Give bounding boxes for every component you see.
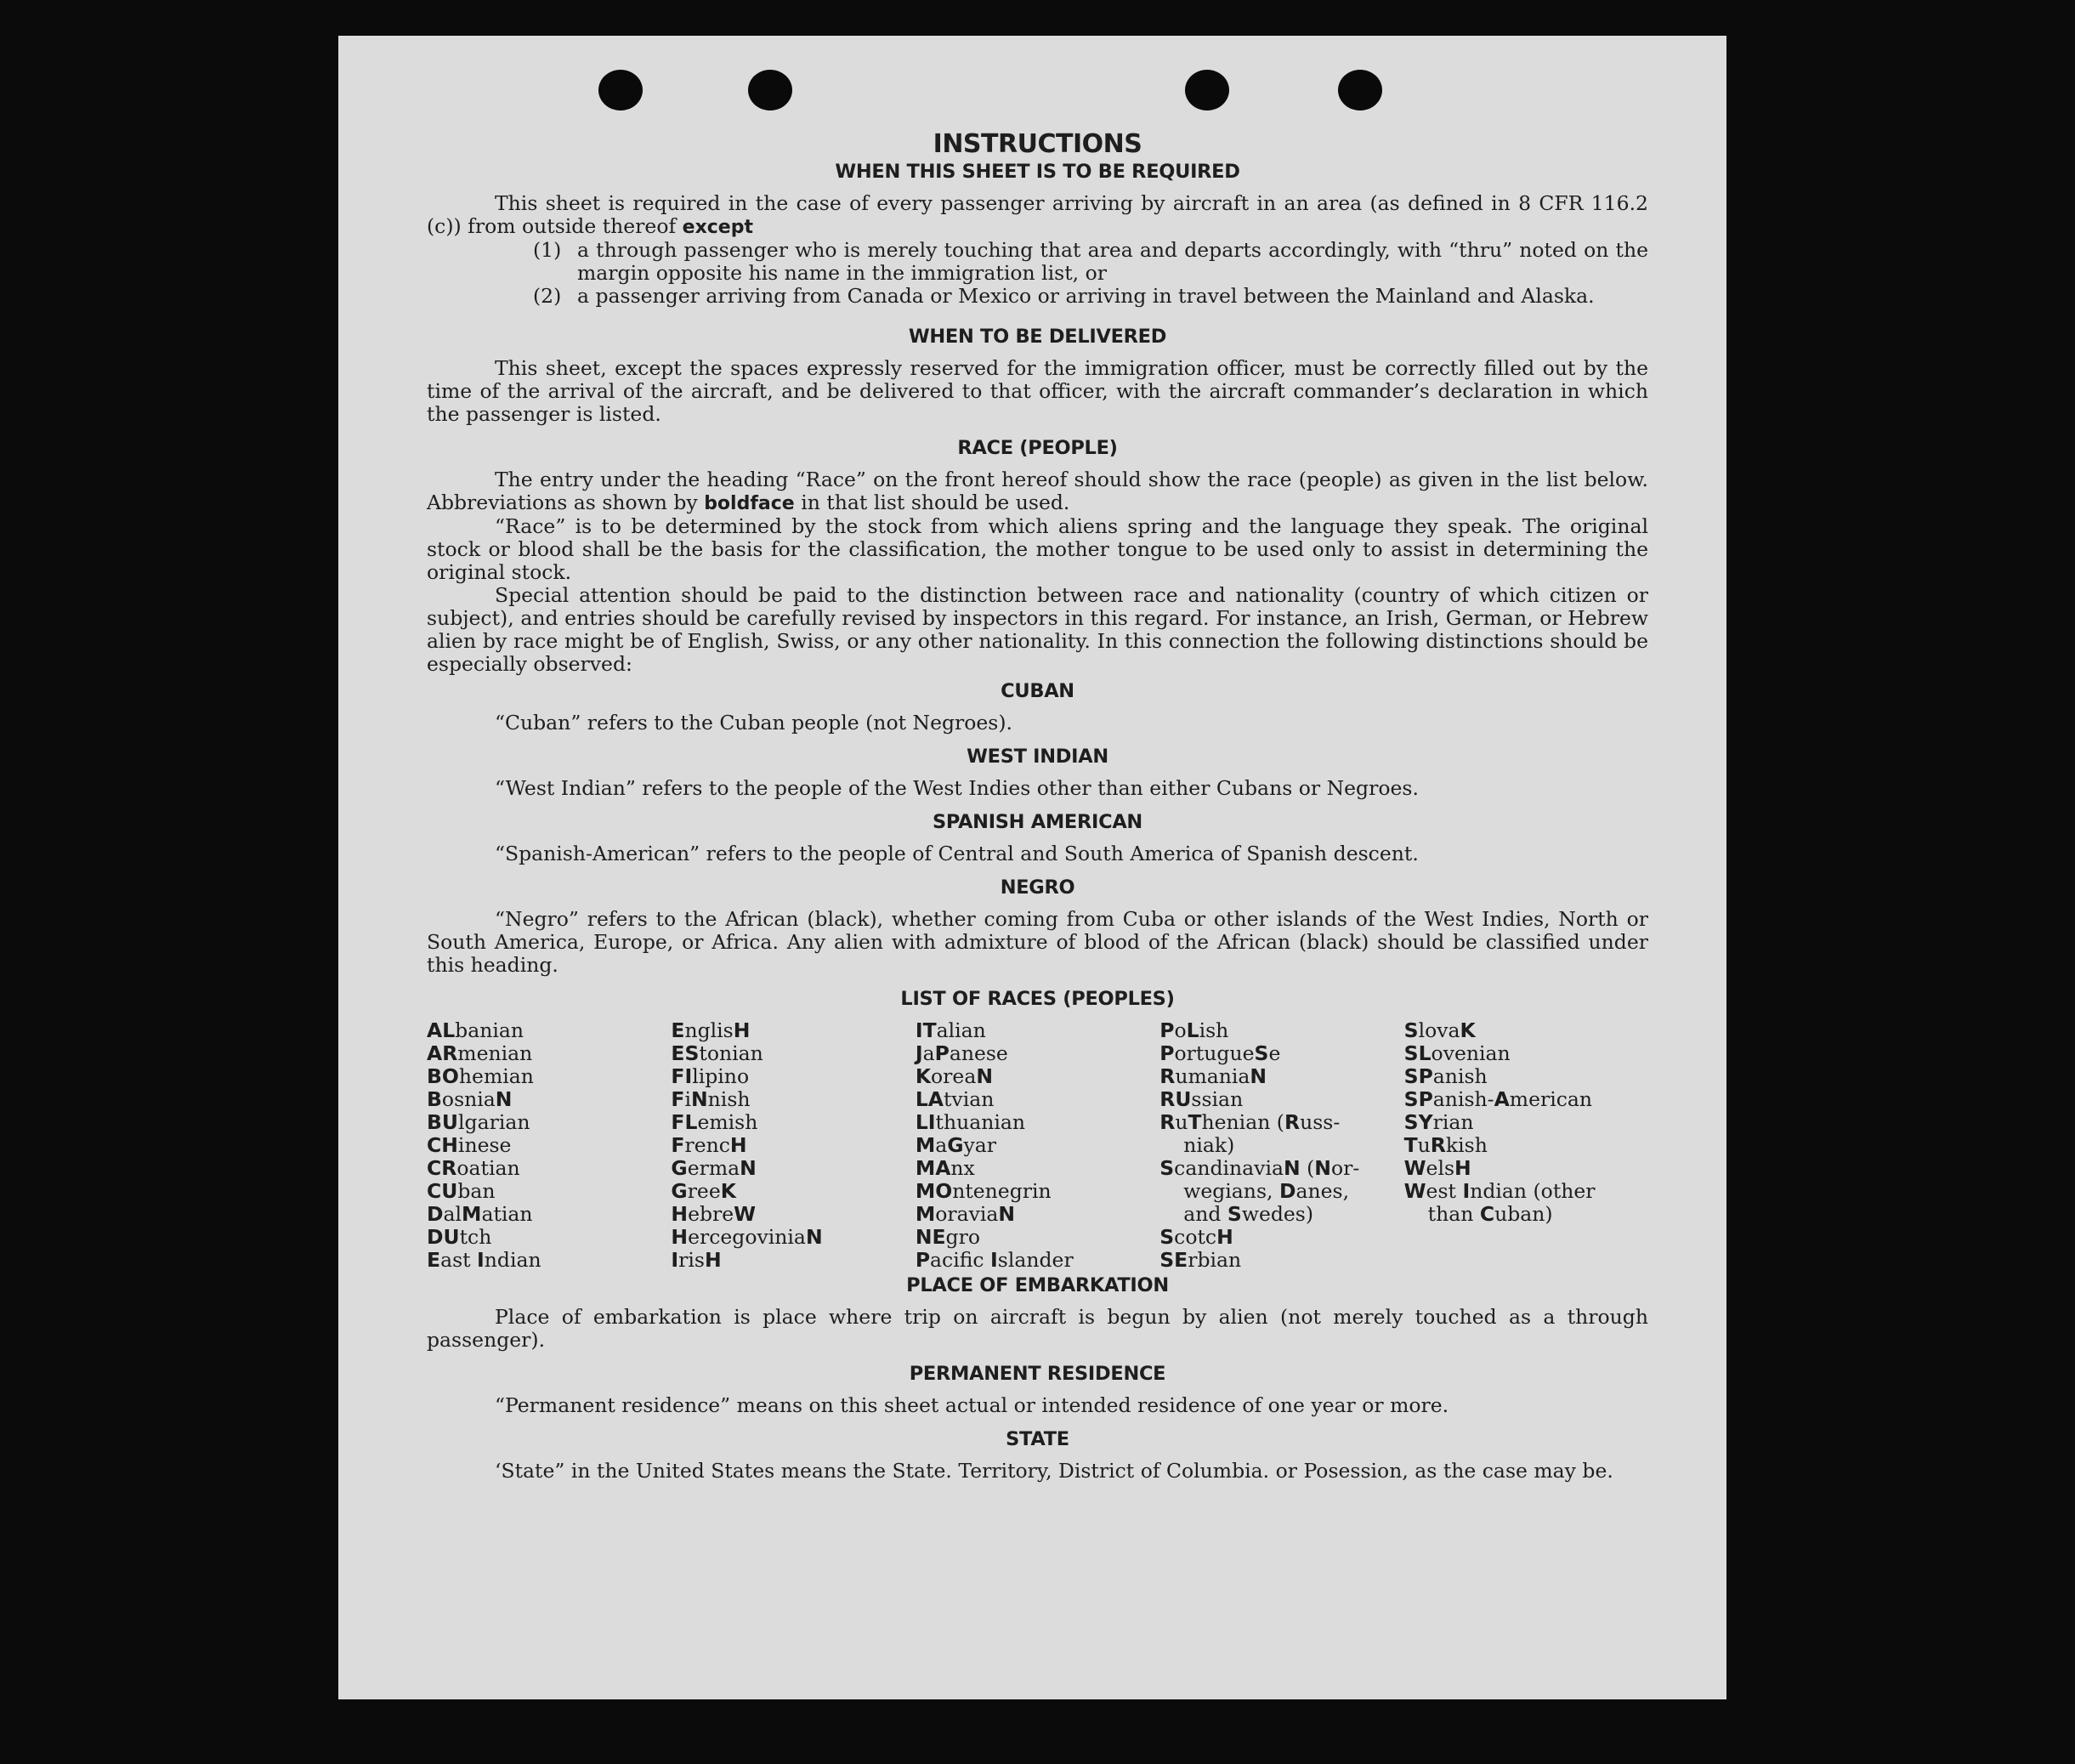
race-entry: wegians, Danes, <box>1183 1179 1350 1203</box>
race-entry: Pacific Islander <box>915 1248 1074 1272</box>
race-entry: CRoatian <box>427 1156 520 1180</box>
except-word: except <box>682 217 753 238</box>
race-entry: MAnx <box>915 1156 975 1180</box>
heading-required: WHEN THIS SHEET IS TO BE REQUIRED <box>835 161 1240 183</box>
race-entry: BUlgarian <box>427 1110 530 1134</box>
delivered-text: This sheet, except the spaces expressly reserved for the immigration officer, must be correctly filled out by the time of the arrival of the aircraft, and be delivered to that officer, with the aircraft commander’s declaration in which the passenger is listed. <box>427 356 1648 426</box>
race-entry: RuThenian (Russ- <box>1159 1110 1341 1134</box>
heading-state: STATE <box>1006 1428 1069 1450</box>
race-entry: IrisH <box>671 1248 722 1272</box>
race-column <box>671 1019 915 1272</box>
embarkation-text: Place of embarkation is place where trip on aircraft is begun by alien (not merely touched as a through passenger). <box>427 1305 1648 1352</box>
race-entry: EStonian <box>671 1041 763 1065</box>
cuban-text: “Cuban” refers to the Cuban people (not Negroes). <box>495 711 1013 735</box>
race-entry: than Cuban) <box>1427 1202 1553 1226</box>
boldface-word: boldface <box>704 493 795 514</box>
heading-negro: NEGRO <box>1000 876 1075 899</box>
list-item: (1) a through passenger who is merely touching that area and departs accordingly, with “thru” noted on the margin opposite his name in the immigration list, or <box>533 238 1648 285</box>
punch-hole <box>1185 70 1229 111</box>
heading-west-indian: WEST INDIAN <box>967 746 1108 768</box>
page-title: INSTRUCTIONS <box>933 129 1142 159</box>
state-text: ‘State” in the United States means the State. Territory, District of Columbia. or Posession, as the case may be. <box>495 1459 1613 1483</box>
race-paragraph-3: Special attention should be paid to the distinction between race and nationality (country of which citizen or subject), and entries should be carefully revised by inspectors in this regard. For instance, an Irish, German, or Hebrew alien by race might be of English, Swiss, or any other nationality. In this connection the following distinctions should be especially observed: <box>427 583 1648 676</box>
race-entry: niak) <box>1183 1133 1235 1157</box>
race-entry: CHinese <box>427 1133 512 1157</box>
race-entry: RUssian <box>1159 1087 1244 1111</box>
race-entry: and Swedes) <box>1183 1202 1314 1226</box>
race-entry: SYrian <box>1403 1110 1474 1134</box>
race-entry: GreeK <box>671 1179 736 1203</box>
race-entry: SErbian <box>1159 1248 1242 1272</box>
heading-cuban: CUBAN <box>1001 680 1074 702</box>
race-entry: JaPanese <box>915 1041 1008 1065</box>
race-entry: KoreaN <box>915 1064 994 1088</box>
race-entry: SLovenian <box>1403 1041 1511 1065</box>
race-entry: GermaN <box>671 1156 757 1180</box>
race-entry: EnglisH <box>671 1018 751 1042</box>
race-entry: FLemish <box>671 1110 758 1134</box>
race-paragraph-2: “Race” is to be determined by the stock from which aliens spring and the language they speak. The original stock or blood shall be the basis for the classification, the mother tongue to be used only to assist in determining the original stock. <box>427 514 1648 584</box>
race-entry: ScandinaviaN (Nor- <box>1159 1156 1360 1180</box>
punch-hole <box>748 70 792 111</box>
race-entry: ITalian <box>915 1018 986 1042</box>
race-entry: LAtvian <box>915 1087 995 1111</box>
race-entry: MoraviaN <box>915 1202 1016 1226</box>
spanish-american-text: “Spanish-American” refers to the people of Central and South America of Spanish descent. <box>495 842 1419 865</box>
race-entry: HebreW <box>671 1202 757 1226</box>
heading-residence: PERMANENT RESIDENCE <box>909 1363 1166 1385</box>
race-column <box>1404 1019 1648 1272</box>
heading-list-of-races: LIST OF RACES (PEOPLES) <box>900 988 1175 1010</box>
race-column <box>1159 1019 1403 1272</box>
race-entry: SPanish <box>1403 1064 1488 1088</box>
race-entry: MaGyar <box>915 1133 997 1157</box>
race-entry: FrencH <box>671 1133 747 1157</box>
race-column <box>427 1019 671 1272</box>
race-entry: BOhemian <box>427 1064 534 1088</box>
residence-text: “Permanent residence” means on this sheet actual or intended residence of one year or more. <box>495 1393 1449 1417</box>
race-entry: SPanish-American <box>1403 1087 1593 1111</box>
west-indian-text: “West Indian” refers to the people of the West Indies other than either Cubans or Negroes. <box>495 776 1419 800</box>
race-entry: PoLish <box>1159 1018 1229 1042</box>
race-entry: BosniaN <box>427 1087 513 1111</box>
heading-spanish-american: SPANISH AMERICAN <box>933 811 1142 833</box>
race-entry: HercegoviniaN <box>671 1225 823 1249</box>
race-entry: NEgro <box>915 1225 980 1249</box>
race-entry: RumaniaN <box>1159 1064 1267 1088</box>
punch-hole <box>598 70 643 111</box>
race-entry: FiNnish <box>671 1087 751 1111</box>
race-entry: East Indian <box>427 1248 541 1272</box>
required-intro: This sheet is required in the case of every passenger arriving by aircraft in an area (as defined in 8 CFR 116.2 (c)) from outside thereof except <box>427 191 1648 238</box>
race-entry: LIthuanian <box>915 1110 1026 1134</box>
race-paragraph-1: The entry under the heading “Race” on the front hereof should show the race (people) as given in the list below. Abbreviations as shown by boldface in that list should be used. <box>427 468 1648 514</box>
punch-hole <box>1338 70 1382 111</box>
race-entry: MOntenegrin <box>915 1179 1052 1203</box>
document-page <box>338 36 1726 1699</box>
heading-race: RACE (PEOPLE) <box>957 437 1118 459</box>
race-entry: WelsH <box>1403 1156 1471 1180</box>
heading-delivered: WHEN TO BE DELIVERED <box>908 326 1167 348</box>
heading-embarkation: PLACE OF EMBARKATION <box>906 1274 1169 1296</box>
race-entry: SlovaK <box>1403 1018 1476 1042</box>
race-entry: CUban <box>427 1179 496 1203</box>
race-entry: ALbanian <box>427 1018 524 1042</box>
race-entry: West Indian (other <box>1403 1179 1596 1203</box>
race-entry: DUtch <box>427 1225 492 1249</box>
required-exceptions-list <box>427 239 1648 308</box>
list-item: (2) a passenger arriving from Canada or Mexico or arriving in travel between the Mainland and Alaska. <box>533 284 1595 308</box>
race-list <box>427 1019 1648 1272</box>
race-entry: TuRkish <box>1403 1133 1488 1157</box>
race-column <box>916 1019 1159 1272</box>
race-entry: PortugueSe <box>1159 1041 1281 1065</box>
race-entry: ARmenian <box>427 1041 533 1065</box>
race-entry: FIlipino <box>671 1064 750 1088</box>
race-entry: ScotcH <box>1159 1225 1233 1249</box>
negro-text: “Negro” refers to the African (black), whether coming from Cuba or other islands of the West Indies, North or South America, Europe, or Africa. Any alien with admixture of blood of the African (black) should be classified under this heading. <box>427 907 1648 977</box>
race-entry: DalMatian <box>427 1202 533 1226</box>
